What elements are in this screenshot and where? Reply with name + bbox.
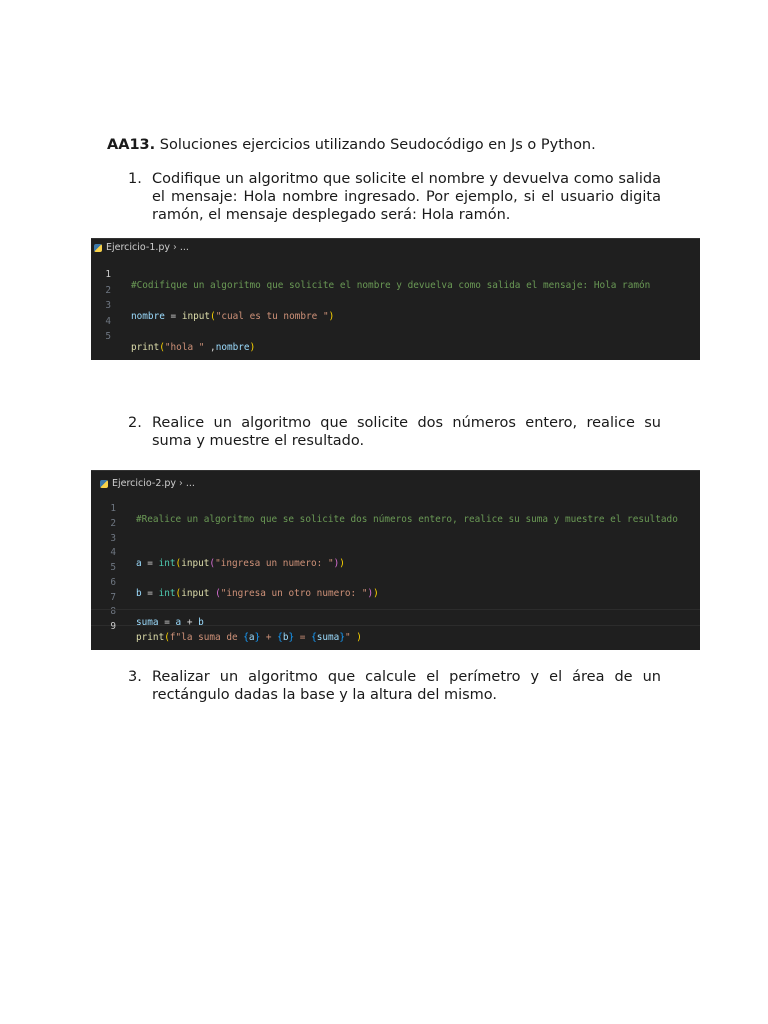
code-line-active (91, 609, 700, 643)
breadcrumb (100, 478, 195, 489)
line-number: 2 (110, 518, 116, 529)
code-line (91, 305, 700, 327)
line-number: 9 (110, 621, 116, 632)
code-text: nombre = input("cual es tu nombre ") (131, 311, 335, 322)
code-screenshot-1 (91, 238, 700, 360)
line-number: 4 (105, 316, 111, 327)
list-item (128, 170, 661, 224)
code-line (91, 581, 700, 603)
code-line (91, 566, 700, 599)
list-item-text: Codifique un algoritmo que solicite el nombre y devuelva como salida el mensaje: Hola nombre ingresado. Por ejemplo, si el usuario digita ramón, el mensaje desplegado será: Hola ramón. (152, 171, 661, 223)
python-file-icon (94, 244, 102, 252)
line-number: 7 (110, 592, 116, 603)
line-number: 3 (110, 533, 116, 544)
code-line (91, 595, 700, 628)
list-item-text: Realizar un algoritmo que calcule el perímetro y el área de un rectángulo dadas la base y la altura del mismo. (152, 669, 661, 703)
line-number: 2 (105, 285, 111, 296)
line-number: 6 (110, 577, 116, 588)
list-item-number: 1. (128, 171, 142, 187)
list-item-text: Realice un algoritmo que solicite dos números entero, realice su suma y muestre el resultado. (152, 415, 661, 449)
python-file-icon (100, 480, 108, 488)
code-line (91, 258, 700, 291)
line-number: 1 (105, 269, 111, 280)
code-line (91, 320, 700, 353)
line-number: 4 (110, 547, 116, 558)
code-line (91, 507, 700, 529)
breadcrumb (94, 242, 189, 253)
code-text: b = int(input ("ingresa un otro numero: ")) (136, 588, 379, 599)
chevron-right-icon: › (179, 478, 183, 489)
breadcrumb-file: Ejercicio-2.py (112, 478, 177, 489)
breadcrumb-ellipsis: ... (185, 478, 195, 489)
heading-label: AA13. (107, 137, 156, 153)
chevron-right-icon: › (173, 242, 177, 253)
code-comment: #Realice un algoritmo que se solicite dos números entero, realice su suma y muestre el resultado (136, 514, 678, 525)
document-heading (107, 135, 596, 155)
list-item (128, 668, 661, 704)
code-text: print(f"la suma de {a} + {b} = {suma}" ) (136, 632, 362, 643)
list-item-number: 2. (128, 415, 142, 431)
code-text: a = int(input("ingresa un numero: ")) (136, 558, 345, 569)
heading-text: Soluciones ejercicios utilizando Seudocódigo en Js o Python. (155, 137, 596, 153)
breadcrumb-ellipsis: ... (179, 242, 189, 253)
code-line (91, 536, 700, 569)
breadcrumb-file: Ejercicio-1.py (106, 242, 171, 253)
code-text: print("hola " ,nombre) (131, 342, 256, 353)
code-line (91, 289, 700, 322)
line-number: 1 (110, 503, 116, 514)
list-item-number: 3. (128, 669, 142, 685)
code-line (91, 274, 700, 296)
code-text: suma = a + b (136, 617, 204, 628)
line-number: 5 (110, 562, 116, 573)
line-number: 8 (110, 606, 116, 617)
code-line (91, 522, 700, 544)
list-item (128, 414, 661, 450)
code-screenshot-2 (91, 470, 700, 650)
code-line (91, 492, 700, 525)
line-number: 3 (105, 300, 111, 311)
code-comment: #Codifique un algoritmo que solicite el nombre y devuelva como salida el mensaje: Hola ramón (131, 280, 651, 291)
line-number: 5 (105, 331, 111, 342)
code-line (91, 551, 700, 573)
